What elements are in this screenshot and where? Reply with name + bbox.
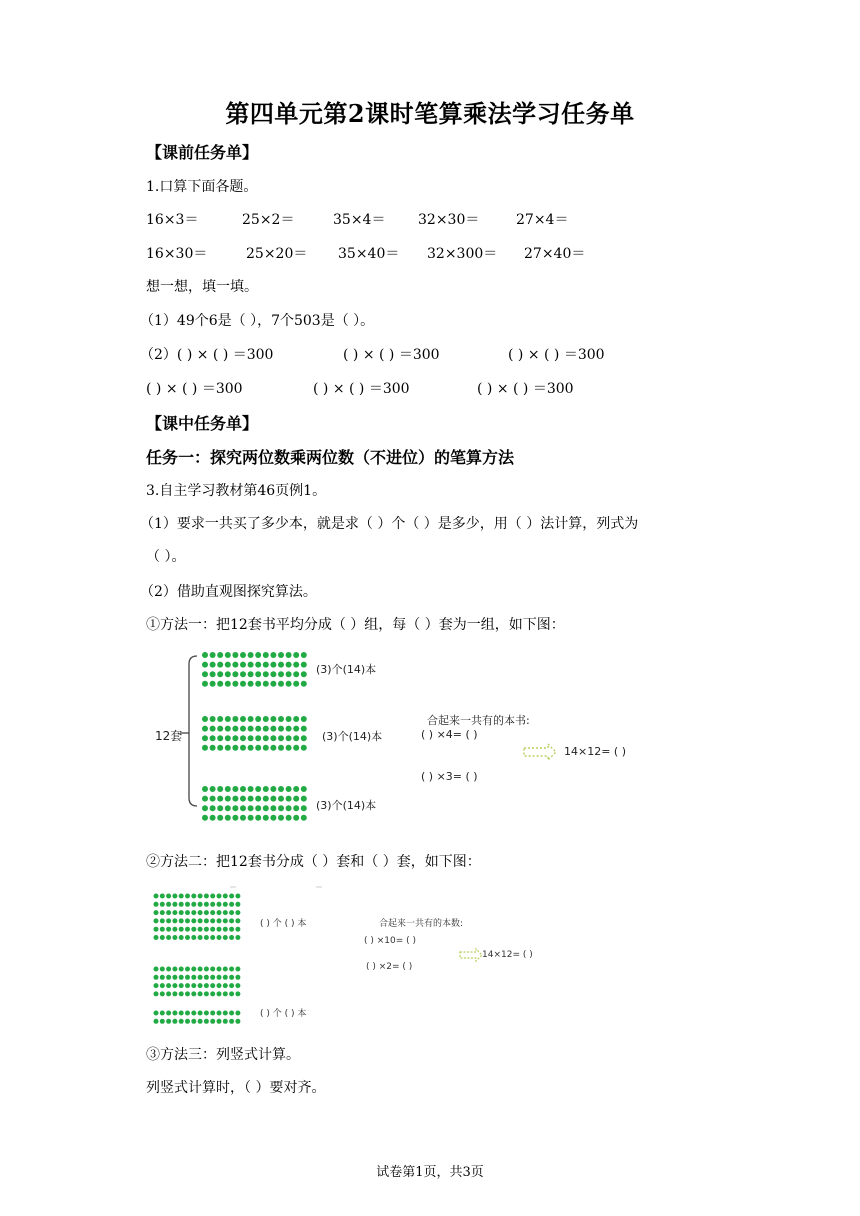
- dot: [172, 902, 177, 907]
- dot: [235, 975, 240, 980]
- dot: [217, 991, 222, 996]
- task-1-heading: 任务一：探究两位数乘两位数（不进位）的笔算方法: [146, 448, 515, 467]
- dot: [166, 927, 171, 932]
- dot: [166, 910, 171, 915]
- fill-blank: ( ) × ( ) ＝300: [477, 381, 574, 397]
- dot: [198, 1019, 203, 1024]
- dot: [235, 927, 240, 932]
- method-3: ③方法三：列竖式计算。: [146, 1047, 300, 1063]
- dot: [191, 894, 196, 899]
- dot: [160, 967, 165, 972]
- question-3-1: （1）要求一共买了多少本，就是求（ ）个（ ）是多少，用（ ）法计算，列式为: [140, 516, 639, 532]
- dot: [166, 1011, 171, 1016]
- dot: [204, 1011, 209, 1016]
- dot: [217, 918, 222, 923]
- dot: [154, 910, 159, 915]
- dot: [235, 967, 240, 972]
- dot: [179, 894, 184, 899]
- dot: [154, 975, 159, 980]
- dot: [179, 918, 184, 923]
- equation-2: ( ) ×3= ( ): [421, 770, 478, 783]
- dot: [235, 1011, 240, 1016]
- dot: [204, 894, 209, 899]
- dot: [235, 918, 240, 923]
- dot: [204, 1019, 209, 1024]
- dot: [160, 1019, 165, 1024]
- dot: [229, 983, 234, 988]
- set-label: 12套: [155, 729, 183, 743]
- dot: [235, 991, 240, 996]
- calc-item: 16×30＝: [146, 246, 208, 262]
- dot: [185, 902, 190, 907]
- dot: [229, 991, 234, 996]
- dot: [210, 935, 215, 940]
- dot: [185, 991, 190, 996]
- dot: [185, 967, 190, 972]
- dot: [191, 975, 196, 980]
- dot: [160, 902, 165, 907]
- calc-item: 16×3＝: [146, 212, 199, 228]
- dot: [160, 975, 165, 980]
- dot: [198, 910, 203, 915]
- dot: [229, 894, 234, 899]
- sum-title: 合起来一共有的本数:: [379, 919, 464, 929]
- group-label: (3)个(14)本: [316, 663, 377, 676]
- page-title: 第四单元第2课时笔算乘法学习任务单: [225, 99, 635, 128]
- dot: [154, 1019, 159, 1024]
- dot: [154, 967, 159, 972]
- method-2: ②方法二：把12套书分成（ ）套和（ ）套，如下图：: [146, 854, 481, 870]
- question-3: 3.自主学习教材第46页例1。: [146, 483, 327, 499]
- dot: [179, 967, 184, 972]
- dot: [172, 967, 177, 972]
- dot: [179, 910, 184, 915]
- dot: [217, 1011, 222, 1016]
- dot: [210, 1019, 215, 1024]
- dot: [210, 902, 215, 907]
- dot: [154, 902, 159, 907]
- dot: [204, 918, 209, 923]
- dot: [160, 910, 165, 915]
- dot: [191, 967, 196, 972]
- question-3-2: （2）借助直观图探究算法。: [140, 584, 317, 600]
- calc-item: 27×4＝: [516, 212, 569, 228]
- dot: [185, 918, 190, 923]
- dot: [172, 935, 177, 940]
- dot: [198, 975, 203, 980]
- calc-item: 32×300＝: [427, 246, 498, 262]
- dot: [198, 894, 203, 899]
- dot: [210, 894, 215, 899]
- dot: [172, 1019, 177, 1024]
- dot: [166, 1019, 171, 1024]
- dot: [191, 935, 196, 940]
- fill-blank: ( ) × ( ) ＝300: [313, 381, 410, 397]
- dot: [191, 983, 196, 988]
- dot: [154, 991, 159, 996]
- dot: [172, 910, 177, 915]
- dot: [166, 935, 171, 940]
- section-heading-pre: 【课前任务单】: [146, 143, 259, 162]
- dot: [198, 1011, 203, 1016]
- dot: [223, 975, 228, 980]
- dot: [217, 1019, 222, 1024]
- dot: [223, 983, 228, 988]
- dot: [154, 927, 159, 932]
- dot: [166, 991, 171, 996]
- dot: [191, 1019, 196, 1024]
- equation-2: ( ) ×2= ( ): [366, 962, 413, 972]
- dot: [160, 927, 165, 932]
- group-label: ( ) 个 ( ) 本: [260, 919, 307, 929]
- method-1: ①方法一：把12套书平均分成（ ）组，每（ ）套为一组，如下图：: [146, 617, 565, 633]
- dot: [166, 894, 171, 899]
- dot: [223, 1011, 228, 1016]
- dot: [166, 983, 171, 988]
- dot: [217, 935, 222, 940]
- dot: [223, 1019, 228, 1024]
- dot: [223, 991, 228, 996]
- calc-item: 32×30＝: [418, 212, 480, 228]
- dot: [198, 983, 203, 988]
- calc-item: 27×40＝: [524, 246, 586, 262]
- dot: [179, 927, 184, 932]
- equation-1: ( ) ×10= ( ): [364, 936, 417, 946]
- dot: [154, 983, 159, 988]
- dot: [185, 1019, 190, 1024]
- dot: [229, 1019, 234, 1024]
- dot: [217, 983, 222, 988]
- dot: [235, 910, 240, 915]
- dot: [172, 918, 177, 923]
- sum-title: 合起来一共有的本书:: [427, 714, 530, 727]
- dot: [160, 894, 165, 899]
- dot: [235, 935, 240, 940]
- dot: [172, 983, 177, 988]
- dot: [204, 983, 209, 988]
- dot: [191, 991, 196, 996]
- dot: [223, 894, 228, 899]
- dot: [179, 983, 184, 988]
- dot: [172, 991, 177, 996]
- dot: [229, 902, 234, 907]
- dot: [160, 1011, 165, 1016]
- dot: [229, 975, 234, 980]
- calc-item: 25×20＝: [246, 246, 308, 262]
- dot: [198, 927, 203, 932]
- dot: [166, 918, 171, 923]
- dot: [160, 983, 165, 988]
- dot: [229, 918, 234, 923]
- question-3-1-cont: （ ）。: [146, 549, 186, 565]
- dot: [204, 991, 209, 996]
- dot: [210, 1011, 215, 1016]
- dot: [235, 894, 240, 899]
- dot: [204, 975, 209, 980]
- dot: [210, 918, 215, 923]
- dot: [210, 927, 215, 932]
- dot: [179, 991, 184, 996]
- dot: [166, 967, 171, 972]
- dot: [198, 967, 203, 972]
- dot: [185, 927, 190, 932]
- dot: [223, 967, 228, 972]
- section-heading-mid: 【课中任务单】: [146, 414, 259, 433]
- dot: [223, 910, 228, 915]
- dot: [217, 967, 222, 972]
- dot: [198, 918, 203, 923]
- page-footer: 试卷第1页，共3页: [376, 1165, 484, 1180]
- dot: [235, 983, 240, 988]
- dot: [154, 918, 159, 923]
- dot: [210, 975, 215, 980]
- dot: [179, 935, 184, 940]
- question-1: 1.口算下面各题。: [146, 179, 258, 195]
- dot: [223, 902, 228, 907]
- dot: [185, 1011, 190, 1016]
- dot: [160, 991, 165, 996]
- dot: [217, 894, 222, 899]
- group-label: (3)个(14)本: [322, 730, 383, 743]
- dot: [185, 975, 190, 980]
- dot: [154, 935, 159, 940]
- fill-question-1: （1）49个6是（ ），7个503是（ ）。: [140, 313, 375, 329]
- dot: [172, 894, 177, 899]
- dot: [223, 918, 228, 923]
- dot: [217, 975, 222, 980]
- dot: [166, 902, 171, 907]
- dot: [179, 975, 184, 980]
- dot: [210, 991, 215, 996]
- calc-item: 35×40＝: [338, 246, 400, 262]
- calc-item: 35×4＝: [333, 212, 386, 228]
- dot: [172, 975, 177, 980]
- dot: [235, 902, 240, 907]
- dot: [191, 918, 196, 923]
- dot: [217, 910, 222, 915]
- result-equation: 14×12= ( ): [482, 950, 533, 960]
- dot: [185, 910, 190, 915]
- dot: [154, 1011, 159, 1016]
- fill-blank: ( ) × ( ) ＝300: [146, 381, 243, 397]
- dot: [160, 918, 165, 923]
- dot: [235, 1019, 240, 1024]
- dot: [223, 935, 228, 940]
- dot: [223, 927, 228, 932]
- dot: [172, 1011, 177, 1016]
- fill-blank: ( ) × ( ) ＝300: [343, 347, 440, 363]
- dot: [198, 935, 203, 940]
- dot: [191, 927, 196, 932]
- dot: [166, 975, 171, 980]
- align-question: 列竖式计算时，（ ）要对齐。: [146, 1080, 326, 1096]
- dot: [229, 927, 234, 932]
- dot: [204, 967, 209, 972]
- dot: [210, 910, 215, 915]
- group-label: (3)个(14)本: [316, 799, 377, 812]
- dot: [179, 1019, 184, 1024]
- dot: [229, 935, 234, 940]
- dot: [172, 927, 177, 932]
- dot: [185, 983, 190, 988]
- dot: [210, 967, 215, 972]
- arrow-icon: [460, 949, 482, 961]
- dot: [204, 910, 209, 915]
- dot: [217, 927, 222, 932]
- dot: [185, 935, 190, 940]
- dot: [204, 927, 209, 932]
- dot: [179, 1011, 184, 1016]
- dot: [198, 991, 203, 996]
- fill-blank: ( ) × ( ) ＝300: [508, 347, 605, 363]
- dot: [191, 910, 196, 915]
- dot: [154, 894, 159, 899]
- dot: [191, 902, 196, 907]
- dot: [210, 983, 215, 988]
- dot: [179, 902, 184, 907]
- dot: [204, 935, 209, 940]
- dot: [217, 902, 222, 907]
- dot: [160, 935, 165, 940]
- group-label: ( ) 个 ( ) 本: [260, 1009, 307, 1019]
- dot: [198, 902, 203, 907]
- result-equation: 14×12= ( ): [564, 745, 627, 758]
- dot: [229, 1011, 234, 1016]
- fill-question-2: （2）( ) × ( ) ＝300: [140, 347, 274, 363]
- calc-item: 25×2＝: [242, 212, 295, 228]
- dot: [229, 967, 234, 972]
- dot: [185, 894, 190, 899]
- dot: [229, 910, 234, 915]
- equation-1: ( ) ×4= ( ): [421, 728, 478, 741]
- think-prompt: 想一想，填一填。: [146, 279, 258, 295]
- dot: [191, 1011, 196, 1016]
- dot: [204, 902, 209, 907]
